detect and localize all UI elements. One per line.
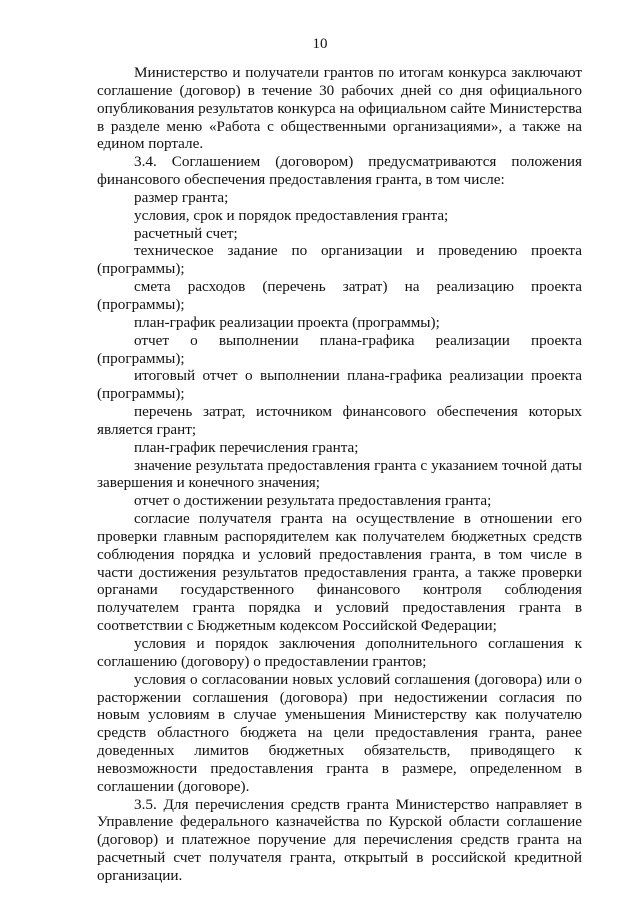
list-item: итоговый отчет о выполнении плана-графика реализации проекта (программы);	[97, 367, 582, 403]
paragraph: 3.5. Для перечисления средств гранта Министерство направляет в Управление федерального казначейства по Курской области соглашение (договор) и платежное поручение для перечисления средств гранта на расчетный счет получателя гранта, открытый в российской кредитной организации.	[97, 795, 582, 884]
list-item: согласие получателя гранта на осуществление в отношении его проверки главным распорядителем как получателем бюджетных средств соблюдения порядка и условий предоставления гранта, в том числе в части достижения результатов предоставления гранта, а также проверки органами государственного финансового контроля соблюдения получателем гранта порядка и условий предоставления гранта в соответствии с Бюджетным кодексом Российской Федерации;	[97, 510, 582, 635]
list-item: условия о согласовании новых условий соглашения (договора) или о расторжении соглашения (договора) при недостижении согласия по новым условиям в случае уменьшения Министерству как получателю средств областного бюджета на цели предоставления гранта, ранее доведенных лимитов бюджетных обязательств, приводящего к невозможности предоставления гранта в размере, определенном в соглашении (договоре).	[97, 670, 582, 795]
list-item: условия и порядок заключения дополнительного соглашения к соглашению (договору) о предоставлении грантов;	[97, 635, 582, 670]
list-item: условия, срок и порядок предоставления гранта;	[134, 206, 449, 224]
list-item: план-график перечисления гранта;	[134, 438, 359, 456]
list-item: расчетный счет;	[134, 224, 238, 242]
document-body	[97, 64, 582, 885]
paragraph: 3.4. Соглашением (договором) предусматриваются положения финансового обеспечения предоставления гранта, в том числе:	[97, 153, 582, 189]
list-item: перечень затрат, источником финансового обеспечения которых является грант;	[97, 403, 582, 438]
list-item: смета расходов (перечень затрат) на реализацию проекта (программы);	[97, 278, 582, 313]
list-item: отчет о выполнении плана-графика реализации проекта (программы);	[97, 331, 582, 367]
list-item: техническое задание по организации и проведению проекта (программы);	[97, 242, 582, 278]
paragraph: Министерство и получатели грантов по итогам конкурса заключают соглашение (договор) в течение 30 рабочих дней со дня официального опубликования результатов конкурса на официальном сайте Министерства в разделе меню «Работа с общественными организациями», а также на едином портале.	[97, 64, 582, 153]
list-item: отчет о достижении результата предоставления гранта;	[134, 492, 492, 510]
list-item: значение результата предоставления гранта с указанием точной даты завершения и конечного значения;	[97, 456, 582, 492]
list-item: план-график реализации проекта (программы);	[134, 313, 440, 331]
list-item: размер гранта;	[134, 188, 229, 206]
page-number: 10	[312, 36, 328, 52]
